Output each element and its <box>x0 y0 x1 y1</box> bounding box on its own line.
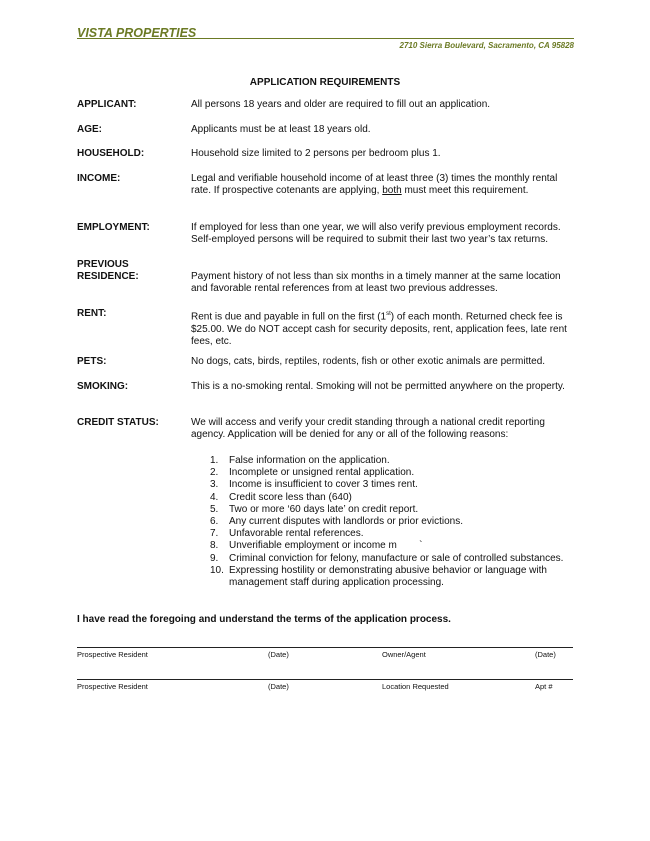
acknowledgement-statement: I have read the foregoing and understand the terms of the application process. <box>77 614 451 625</box>
list-item: 3. Income is insufficient to cover 3 times rent. <box>210 479 418 491</box>
signature-label: Location Requested <box>382 682 449 691</box>
company-address: 2710 Sierra Boulevard, Sacramento, CA 95828 <box>399 41 574 50</box>
requirement-label: EMPLOYMENT: <box>77 222 150 233</box>
requirement-text: This is a no-smoking rental. Smoking will not be permitted anywhere on the property. <box>191 381 565 392</box>
signature-label: Prospective Resident <box>77 682 148 691</box>
list-item: 8. Unverifiable employment or income m ` <box>210 540 423 552</box>
list-item: 6. Any current disputes with landlords or prior evictions. <box>210 516 463 528</box>
signature-label: Prospective Resident <box>77 650 148 659</box>
emphasis-underline: both <box>382 185 402 197</box>
requirement-text: Rent is due and payable in full on the first (1st) of each month. Returned check fee is $25.00. We do NOT accept cash for security deposits, rent, application fees, late rent fees, etc. <box>191 311 567 347</box>
requirement-text: Legal and verifiable household income of at least three (3) times the monthly rental rate. If prospective cotenants are applying, both must meet this requirement. <box>191 173 558 197</box>
signature-line-2[interactable] <box>77 679 573 680</box>
requirement-label: PREVIOUS RESIDENCE: <box>77 259 139 283</box>
list-item: 9. Criminal conviction for felony, manufacture or sale of controlled substances. <box>210 552 564 564</box>
signature-label: Owner/Agent <box>382 650 426 659</box>
list-item: 1. False information on the application. <box>210 455 390 466</box>
requirement-label: APPLICANT: <box>77 99 137 110</box>
requirement-text: We will access and verify your credit standing through a national credit reporting agency. Application will be denied for any or all of the following reasons: <box>191 417 545 441</box>
signature-line-1[interactable] <box>77 647 573 648</box>
signature-label: (Date) <box>535 650 556 659</box>
company-name: VISTA PROPERTIES <box>77 26 197 40</box>
requirement-label: PETS: <box>77 356 107 367</box>
requirement-text: No dogs, cats, birds, reptiles, rodents, fish or other exotic animals are permitted. <box>191 356 546 367</box>
list-item: 2. Incomplete or unsigned rental application. <box>210 467 415 479</box>
signature-label: (Date) <box>268 682 289 691</box>
denial-reasons-list <box>210 455 580 589</box>
header-divider <box>77 38 574 39</box>
requirement-text: All persons 18 years and older are required to fill out an application. <box>191 99 491 110</box>
signature-label: (Date) <box>268 650 289 659</box>
requirement-label: HOUSEHOLD: <box>77 148 145 159</box>
list-item: 4. Credit score less than (640) <box>210 491 352 503</box>
list-item: 10. Expressing hostility or demonstrating abusive behavior or language with management staff during application processing. <box>210 564 547 589</box>
requirement-text: If employed for less than one year, we will also verify previous employment records. Self-employed persons will be required to submit their last two year’s tax returns. <box>191 222 561 246</box>
requirement-label: AGE: <box>77 124 102 135</box>
requirement-label: CREDIT STATUS: <box>77 417 159 428</box>
requirement-text: Payment history of not less than six months in a timely manner at the same location and favorable rental references from at least two previous addresses. <box>191 271 561 295</box>
list-item: 7. Unfavorable rental references. <box>210 528 364 540</box>
list-item: 5. Two or more ‘60 days late’ on credit report. <box>210 503 419 515</box>
requirement-text: Household size limited to 2 persons per bedroom plus 1. <box>191 148 441 159</box>
signature-label: Apt # <box>535 682 553 691</box>
requirement-label: INCOME: <box>77 173 121 184</box>
requirement-label: SMOKING: <box>77 381 129 392</box>
page-title: APPLICATION REQUIREMENTS <box>249 77 401 88</box>
requirement-text: Applicants must be at least 18 years old. <box>191 124 371 135</box>
requirement-label: RENT: <box>77 308 107 319</box>
